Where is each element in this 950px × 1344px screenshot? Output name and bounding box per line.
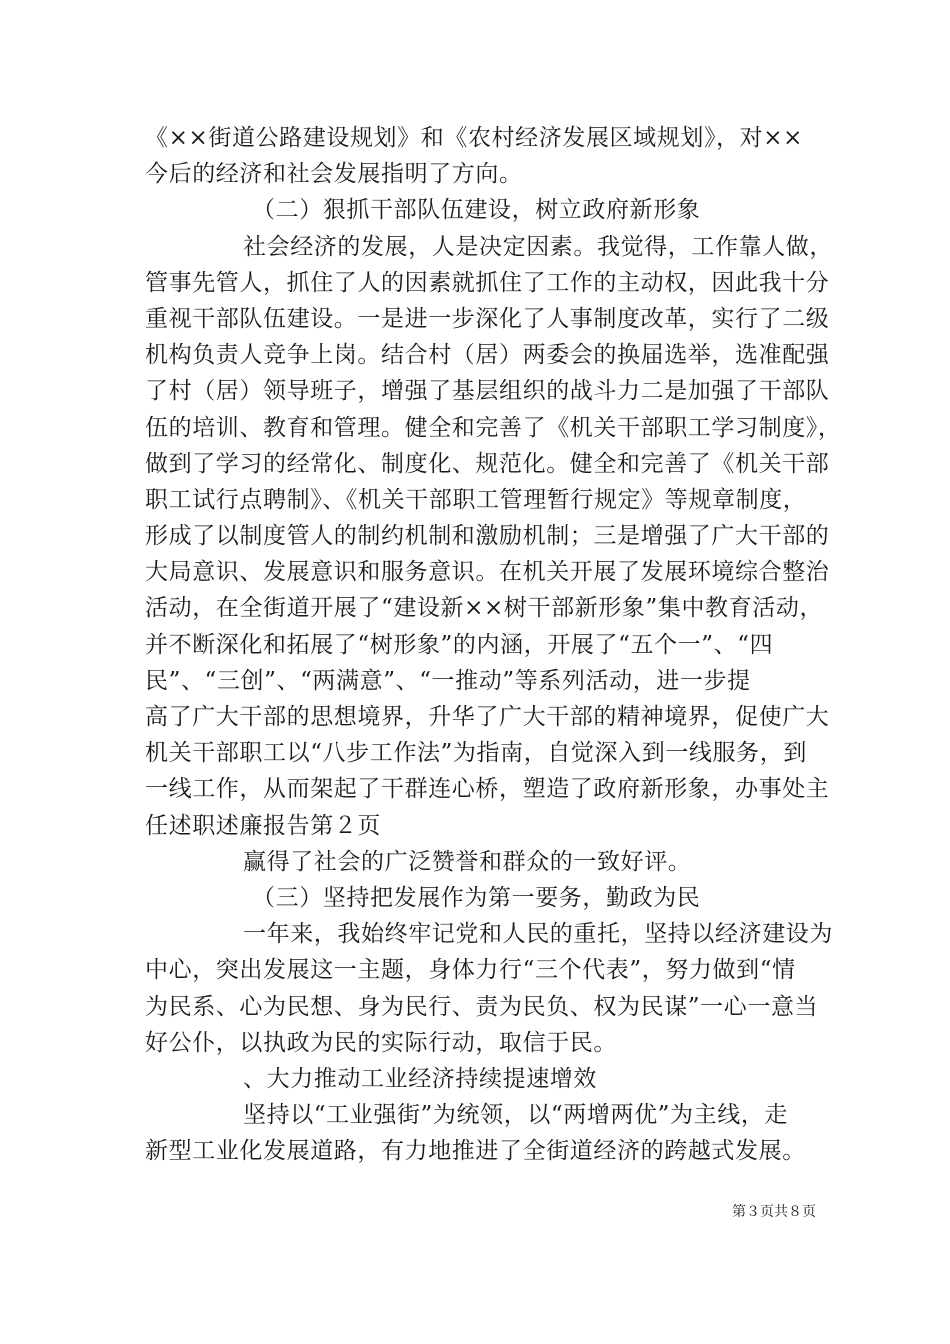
paragraph-start: 社会经济的发展，人是决定因素。我觉得，工作靠人做，: [243, 233, 833, 260]
section-heading: （三）坚持把发展作为第一要务，勤政为民: [252, 884, 701, 911]
body-line: 管事先管人，抓住了人的因素就抓住了工作的主动权，因此我十分: [145, 269, 830, 296]
body-line: 高了广大干部的思想境界，升华了广大干部的精神境界，促使广大: [145, 704, 830, 730]
body-line: 民”、“三创”、“两满意”、“一推动”等系列活动，进一步提: [145, 667, 751, 694]
paragraph-start: 一年来，我始终牢记党和人民的重托，坚持以经济建设为: [243, 921, 833, 948]
body-line: 伍的培训、教育和管理。健全和完善了《机关干部职工学习制度》，: [145, 414, 842, 441]
body-line: 中心，突出发展这一主题，身体力行“三个代表”，努力做到“情: [145, 957, 796, 984]
paragraph-start: 坚持以“工业强街”为统领，以“两增两优”为主线，走: [243, 1102, 789, 1129]
body-line: 活动，在全街道开展了“建设新××树干部新形象”集中教育活动，: [145, 595, 824, 622]
document-body: [145, 120, 842, 1169]
body-line: 《××街道公路建设规划》和《农村经济发展区域规划》，对××: [145, 125, 803, 151]
body-line: 了村（居）领导班子，增强了基层组织的战斗力二是加强了干部队: [145, 378, 830, 405]
body-line: 为民系、心为民想、身为民行、责为民负、权为民谋”一心一意当: [145, 993, 819, 1020]
body-line: 职工试行点聘制》、《机关干部职工管理暂行规定》等规章制度，: [145, 486, 807, 513]
body-line: 新型工业化发展道路，有力地推进了全街道经济的跨越式发展。: [145, 1138, 806, 1165]
paragraph-start: 赢得了社会的广泛赞誉和群众的一致好评。: [243, 848, 692, 875]
subsection-heading: 、大力推动工业经济持续提速增效: [243, 1065, 597, 1092]
body-line: 一线工作，从而架起了干群连心桥，塑造了政府新形象，办事处主: [145, 776, 830, 803]
page-number-footer: 第３页共８页: [732, 1204, 816, 1220]
section-heading: （二）狠抓干部队伍建设，树立政府新形象: [252, 197, 701, 224]
body-line: 并不断深化和拓展了“树形象”的内涵，开展了“五个一”、“四: [145, 631, 774, 658]
body-line: 好公仆，以执政为民的实际行动，取信于民。: [145, 1029, 617, 1056]
body-line: 大局意识、发展意识和服务意识。在机关开展了发展环境综合整治: [145, 559, 830, 586]
body-line: 形成了以制度管人的制约机制和激励机制；三是增强了广大干部的: [145, 523, 830, 550]
body-line: 重视干部队伍建设。一是进一步深化了人事制度改革，实行了二级: [145, 305, 830, 332]
body-line: 做到了学习的经常化、制度化、规范化。健全和完善了《机关干部: [145, 450, 830, 477]
body-line: 机构负责人竞争上岗。结合村（居）两委会的换届选举，选准配强: [145, 342, 830, 369]
body-line: 机关干部职工以“八步工作法”为指南，自觉深入到一线服务，到: [145, 740, 807, 767]
body-line: 今后的经济和社会发展指明了方向。: [145, 161, 523, 188]
body-line: 任述职述廉报告第２页: [145, 812, 381, 839]
